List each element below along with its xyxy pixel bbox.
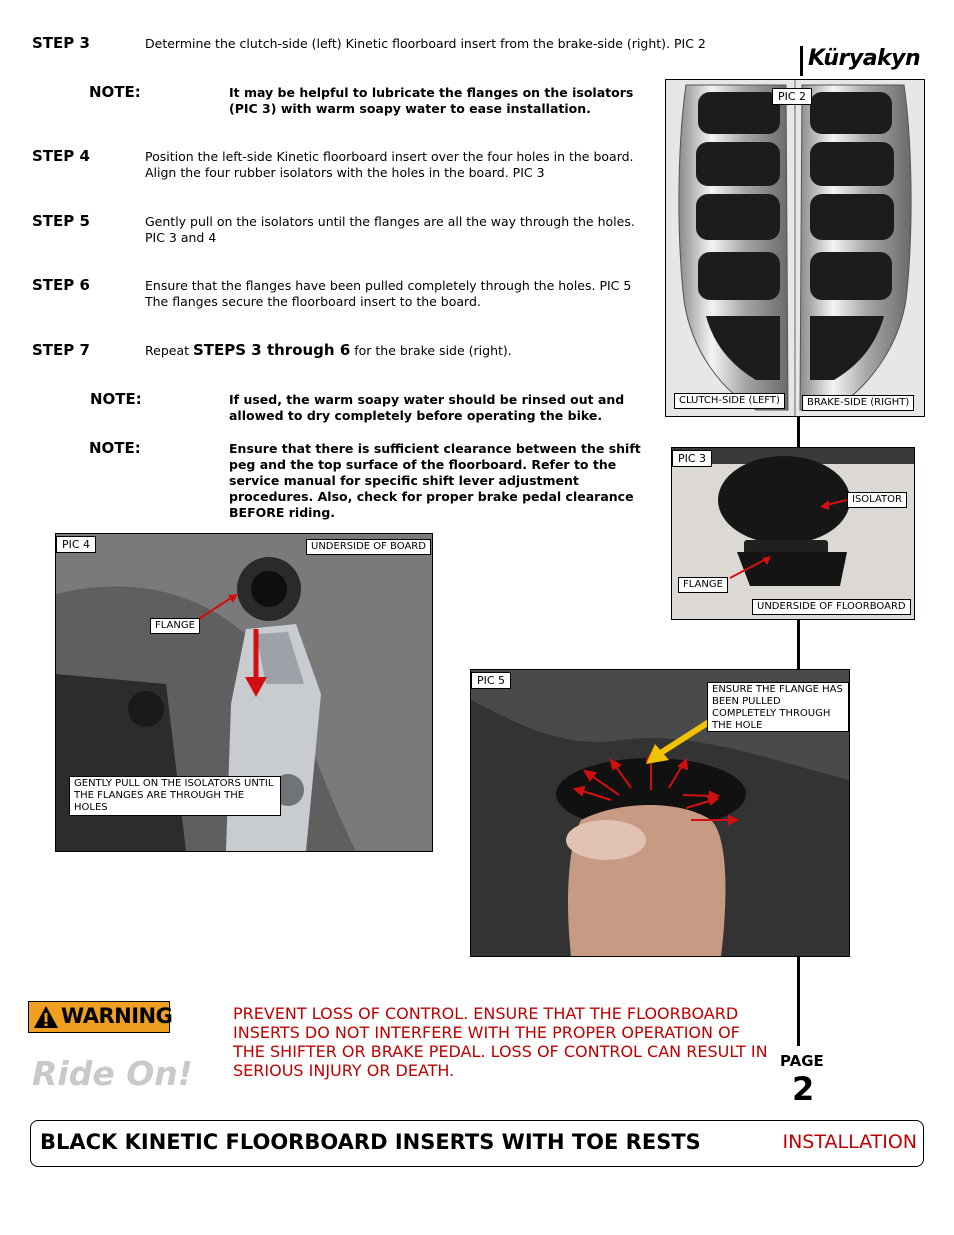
note-3-label: NOTE:	[89, 439, 141, 457]
step-7-pre: Repeat	[145, 343, 193, 358]
pic-4-label: PIC 4	[56, 536, 96, 553]
step-6-text: Ensure that the flanges have been pulled completely through the holes. PIC 5 The flanges secure the floorboard insert to the board.	[145, 278, 632, 309]
step-6-label: STEP 6	[32, 276, 90, 294]
warning-badge	[28, 1001, 173, 1033]
footer-title: BLACK KINETIC FLOORBOARD INSERTS WITH TOE RESTS	[40, 1130, 701, 1154]
step-4-label: STEP 4	[32, 147, 90, 165]
pic-4-photo	[55, 533, 433, 852]
step-4-text: Position the left-side Kinetic floorboard insert over the four holes in the board. Align the four rubber isolators with the holes in the board. PIC 3	[145, 149, 634, 180]
pic-3-label: PIC 3	[672, 450, 712, 467]
pic-3-bottom-caption: UNDERSIDE OF FLOORBOARD	[752, 599, 911, 615]
isolator-image	[672, 448, 914, 619]
footer-section: INSTALLATION	[782, 1131, 917, 1153]
pic-5-caption: ENSURE THE FLANGE HAS BEEN PULLED COMPLETELY THROUGH THE HOLE	[707, 682, 849, 732]
pic-3-isolator-caption: ISOLATOR	[847, 492, 907, 508]
step-7-text	[145, 342, 650, 359]
pic-4-top-caption: UNDERSIDE OF BOARD	[306, 539, 431, 555]
vertical-rule	[797, 956, 800, 1046]
pic-5-photo	[470, 669, 850, 957]
pic-2-right-caption: BRAKE-SIDE (RIGHT)	[802, 395, 914, 411]
note-1-label: NOTE:	[89, 83, 141, 101]
step-7-label: STEP 7	[32, 341, 90, 359]
warning-badge-text: WARNING	[61, 1004, 173, 1028]
step-7-post: for the brake side (right).	[350, 343, 512, 358]
step-5-label: STEP 5	[32, 212, 90, 230]
pic-2-left-caption: CLUTCH-SIDE (LEFT)	[674, 393, 785, 409]
note-1-text: It may be helpful to lubricate the flanges on the isolators (PIC 3) with warm soapy water to ease installation.	[229, 85, 634, 116]
warning-triangle-icon	[33, 1005, 59, 1029]
pic-5-label: PIC 5	[471, 672, 511, 689]
pic-2-label: PIC 2	[772, 88, 812, 105]
step-3-label: STEP 3	[32, 34, 90, 52]
note-2-label: NOTE:	[90, 390, 142, 408]
footer-box	[30, 1120, 924, 1167]
note-2-text: If used, the warm soapy water should be rinsed out and allowed to dry completely before operating the bike.	[229, 392, 625, 423]
floorboard-inserts-image	[666, 80, 924, 416]
page-number: 2	[792, 1070, 815, 1108]
vertical-rule	[797, 619, 800, 669]
ride-on-tagline: Ride On!	[32, 1054, 193, 1093]
step-7-emph: STEPS 3 through 6	[192, 341, 351, 359]
kuryakyn-logo	[800, 46, 930, 76]
warning-text: PREVENT LOSS OF CONTROL. ENSURE THAT THE FLOORBOARD INSERTS DO NOT INTERFERE WITH THE PROPER OPERATION OF THE SHIFTER OR BRAKE PEDAL. LOSS OF CONTROL CAN RESULT IN SERIOUS INJURY OR DEATH.	[233, 1004, 768, 1080]
pic-3-flange-caption: FLANGE	[678, 577, 728, 593]
step-3-text: Determine the clutch-side (left) Kinetic floorboard insert from the brake-side (right). PIC 2	[145, 36, 706, 51]
pic-4-caption: GENTLY PULL ON THE ISOLATORS UNTIL THE FLANGES ARE THROUGH THE HOLES	[69, 776, 281, 816]
note-3-text: Ensure that there is sufficient clearance between the shift peg and the top surface of the floorboard. Refer to the service manual for specific shift lever adjustment procedures. Also, check for proper brake pedal clearance BEFORE riding.	[229, 441, 641, 520]
vertical-rule	[797, 416, 800, 448]
pic-2-photo	[665, 79, 925, 417]
page-label: PAGE	[780, 1052, 824, 1070]
pic-3-photo	[671, 447, 915, 620]
brand-name: Küryakyn	[808, 46, 921, 71]
pic-4-flange-caption: FLANGE	[150, 618, 200, 634]
step-5-text: Gently pull on the isolators until the flanges are all the way through the holes. PIC 3 and 4	[145, 214, 635, 245]
